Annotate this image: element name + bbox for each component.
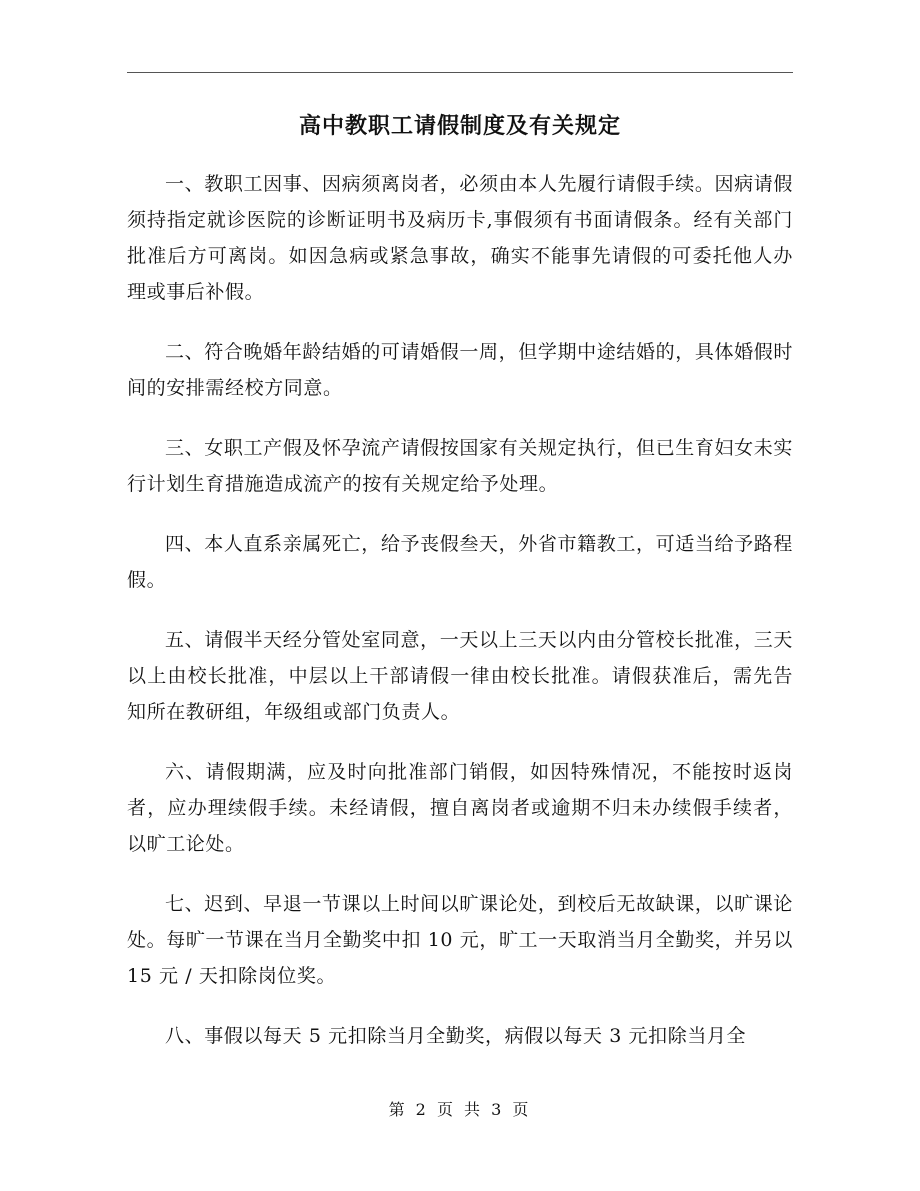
document-body bbox=[127, 166, 793, 1078]
page-footer: 第 2 页 共 3 页 bbox=[388, 1100, 532, 1119]
paragraph-4: 四、本人直系亲属死亡，给予丧假叁天，外省市籍教工，可适当给予路程假。 bbox=[127, 533, 793, 591]
paragraph-1: 一、教职工因事、因病须离岗者，必须由本人先履行请假手续。因病请假须持指定就诊医院的诊断证明书及病历卡,事假须有书面请假条。经有关部门批准后方可离岗。如因急病或紧急事故，确实不能事先请假的可委托他人办理或事后补假。 bbox=[127, 173, 793, 303]
paragraph-8: 八、事假以每天 5 元扣除当月全勤奖，病假以每天 3 元扣除当月全 bbox=[165, 1025, 747, 1047]
paragraph-2: 二、符合晚婚年龄结婚的可请婚假一周，但学期中途结婚的，具体婚假时间的安排需经校方同意。 bbox=[127, 341, 793, 399]
paragraph-7: 七、迟到、早退一节课以上时间以旷课论处，到校后无故缺课，以旷课论处。每旷一节课在当月全勤奖中扣 10 元，旷工一天取消当月全勤奖，并另以 15 元 / 天扣除岗位奖。 bbox=[127, 893, 793, 987]
paragraph-6: 六、请假期满，应及时向批准部门销假，如因特殊情况，不能按时返岗者，应办理续假手续。未经请假，擅自离岗者或逾期不归未办续假手续者，以旷工论处。 bbox=[127, 761, 793, 855]
paragraph-3: 三、女职工产假及怀孕流产请假按国家有关规定执行，但已生育妇女未实行计划生育措施造成流产的按有关规定给予处理。 bbox=[127, 437, 793, 495]
document-title: 高中教职工请假制度及有关规定 bbox=[298, 113, 621, 139]
header-rule bbox=[127, 72, 793, 73]
paragraph-5: 五、请假半天经分管处室同意，一天以上三天以内由分管校长批准，三天以上由校长批准，中层以上干部请假一律由校长批准。请假获准后，需先告知所在教研组，年级组或部门负责人。 bbox=[127, 629, 793, 723]
